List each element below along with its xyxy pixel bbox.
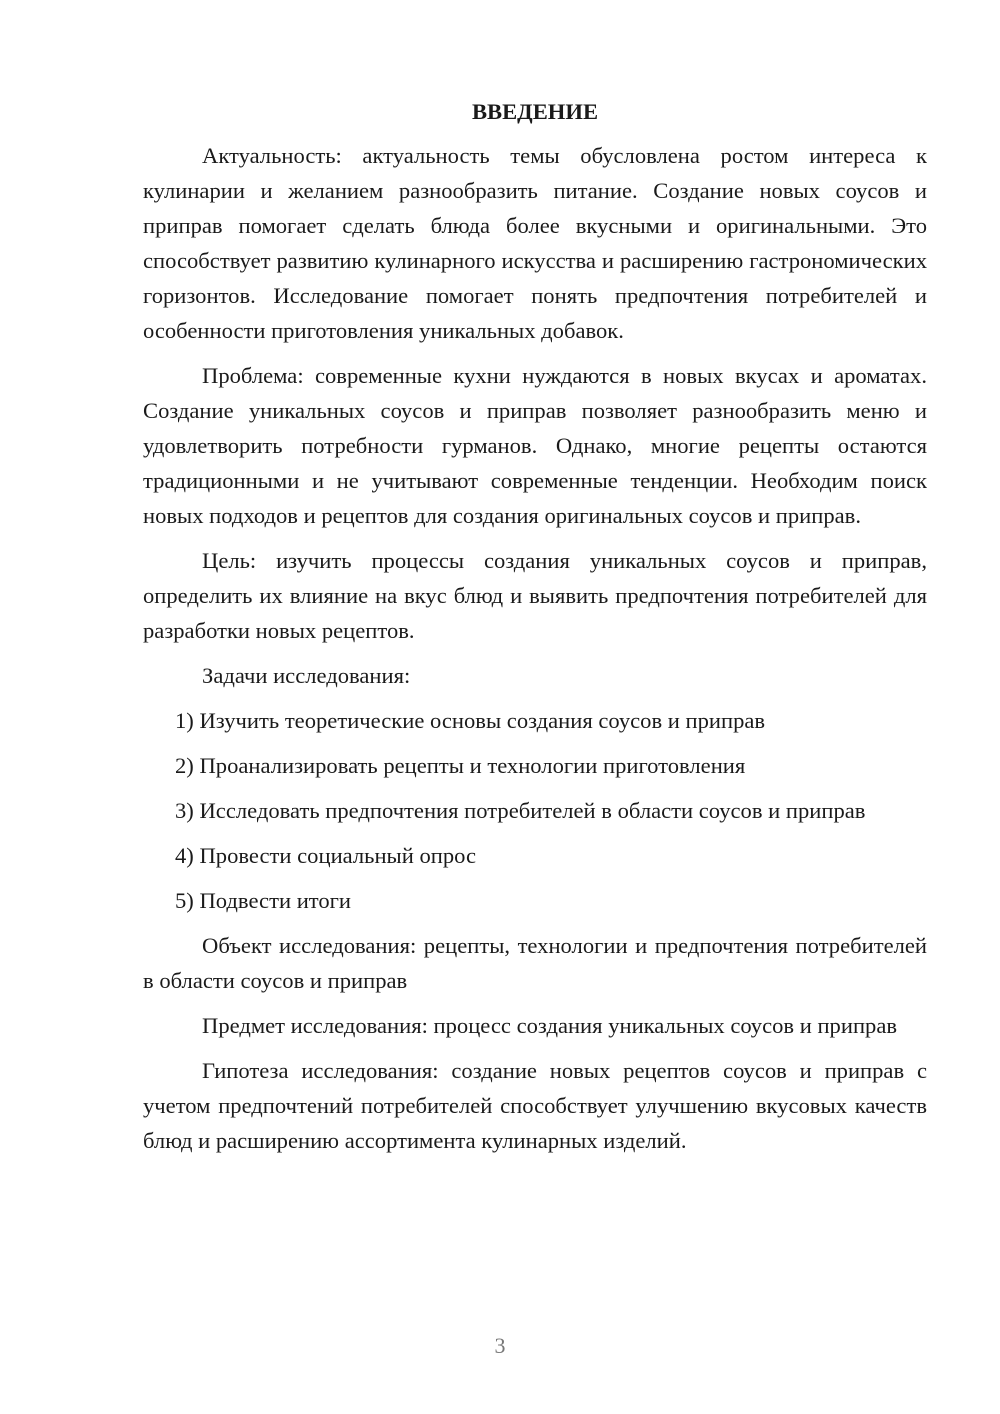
hypothesis-paragraph: Гипотеза исследования: создание новых рецептов соусов и приправ с учетом предпочтений потребителей способствует улучшению вкусовых качеств блюд и расширению ассортимента кулинарных изделий. — [143, 1058, 927, 1153]
document-title: ВВЕДЕНИЕ — [471, 99, 599, 124]
task-item: 2) Проанализировать рецепты и технологии приготовления — [175, 753, 746, 778]
research-subject-paragraph: Предмет исследования: процесс создания уникальных соусов и приправ — [202, 1013, 898, 1038]
page-number: 3 — [494, 1333, 506, 1358]
document-page — [143, 94, 927, 1168]
goal-paragraph: Цель: изучить процессы создания уникальных соусов и приправ, определить их влияние на вкус блюд и выявить предпочтения потребителей для разработки новых рецептов. — [143, 548, 927, 643]
task-item: 5) Подвести итоги — [175, 888, 352, 913]
problem-paragraph: Проблема: современные кухни нуждаются в новых вкусах и ароматах. Создание уникальных соусов и приправ позволяет разнообразить меню и удовлетворить потребности гурманов. Однако, многие рецепты остаются традиционными и не учитывают современные тенденции. Необходим поиск новых подходов и рецептов для создания оригинальных соусов и приправ. — [143, 363, 927, 528]
task-item: 4) Провести социальный опрос — [175, 843, 477, 868]
relevance-paragraph: Актуальность: актуальность темы обусловлена ростом интереса к кулинарии и желанием разнообразить питание. Создание новых соусов и приправ помогает сделать блюда более вкусными и оригинальными. Это способствует развитию кулинарного искусства и расширению гастрономических горизонтов. Исследование помогает понять предпочтения потребителей и особенности приготовления уникальных добавок. — [143, 143, 927, 343]
tasks-heading: Задачи исследования: — [202, 663, 411, 688]
research-object-paragraph: Объект исследования: рецепты, технологии и предпочтения потребителей в области соусов и приправ — [143, 933, 927, 993]
task-item: 3) Исследовать предпочтения потребителей в области соусов и приправ — [175, 798, 866, 823]
task-item: 1) Изучить теоретические основы создания соусов и приправ — [175, 708, 766, 733]
